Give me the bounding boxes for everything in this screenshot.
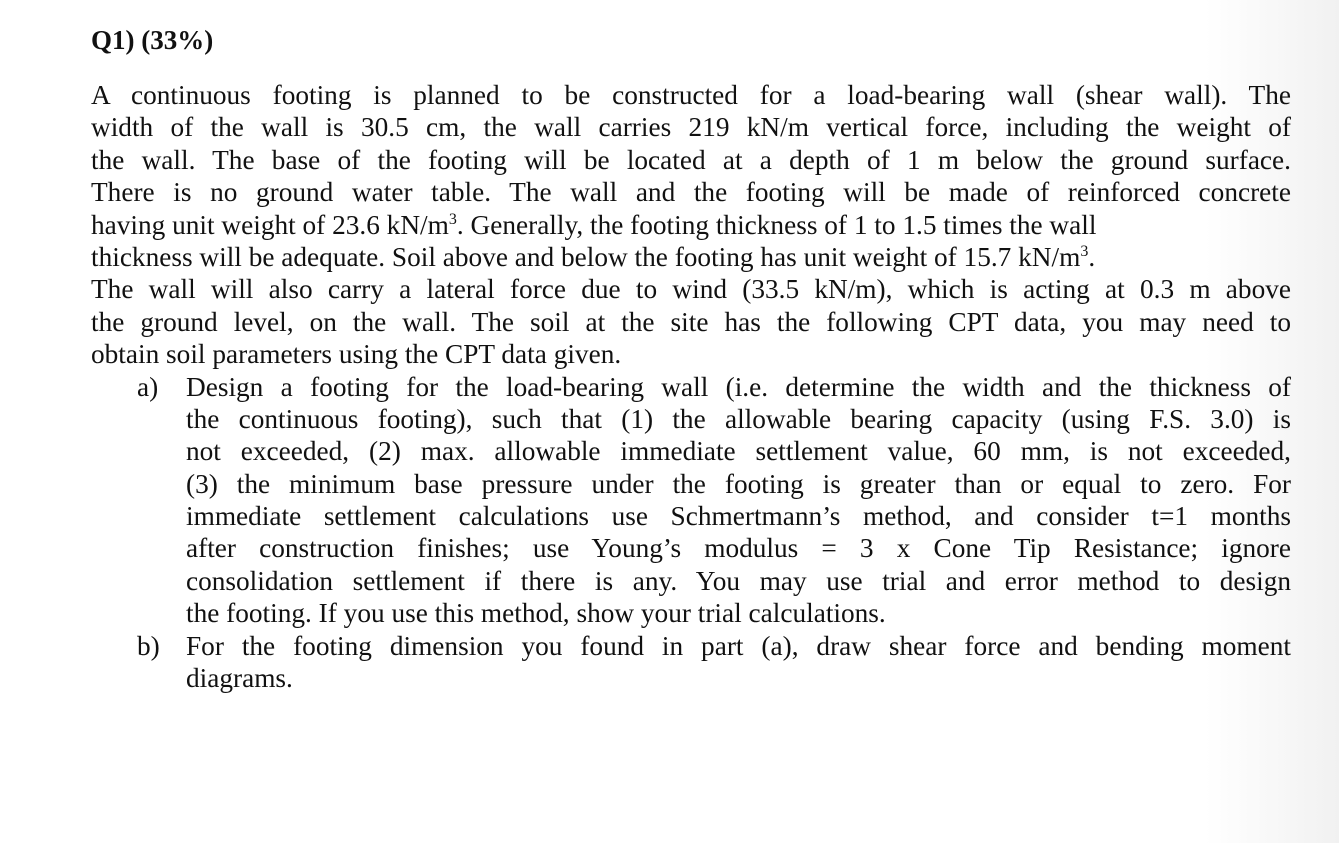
paragraph-text: . Generally, the footing thickness of 1 to 1.5 times the wall: [456, 209, 1097, 240]
list-line: consolidation settlement if there is any. You may use trial and error method to design: [186, 565, 1291, 596]
paragraph-line: width of the wall is 30.5 cm, the wall carries 219 kN/m vertical force, including the weight of: [91, 112, 1291, 143]
list-line: For the footing dimension you found in part (a), draw shear force and bending moment: [186, 630, 1291, 661]
list-line: the continuous footing), such that (1) the allowable bearing capacity (using F.S. 3.0) is: [186, 403, 1291, 434]
list-item-text: [186, 630, 1291, 695]
list-item-a: [137, 371, 1291, 630]
list-marker: a): [137, 371, 159, 402]
list-line: not exceeded, (2) max. allowable immediate settlement value, 60 mm, is not exceeded,: [186, 436, 1291, 467]
paragraph-line: A continuous footing is planned to be constructed for a load-bearing wall (shear wall). The: [91, 80, 1291, 110]
paragraph-line: the ground level, on the wall. The soil at the site has the following CPT data, you may need to: [91, 306, 1291, 337]
paragraph-text: .: [1088, 241, 1096, 272]
paragraph-line: The wall will also carry a lateral force due to wind (33.5 kN/m), which is acting at 0.3 m above: [91, 274, 1291, 305]
paragraph-line: [91, 209, 1291, 241]
paragraph-line: the wall. The base of the footing will be located at a depth of 1 m below the ground surface.: [91, 144, 1291, 175]
paragraph-line: There is no ground water table. The wall and the footing will be made of reinforced concrete: [91, 177, 1291, 208]
paragraph-text: having unit weight of 23.6 kN/m: [91, 209, 449, 240]
paragraph-line: [91, 241, 1291, 273]
list-line: diagrams.: [186, 663, 293, 694]
list-line: after construction finishes; use Young’s modulus = 3 x Cone Tip Resistance; ignore: [186, 533, 1291, 564]
list-line: Design a footing for the load-bearing wall (i.e. determine the width and the thickness of: [186, 371, 1291, 402]
paragraph-line: obtain soil parameters using the CPT data given.: [91, 339, 622, 370]
list-line: immediate settlement calculations use Schmertmann’s method, and consider t=1 months: [186, 501, 1291, 532]
question-body: [91, 79, 1291, 694]
list-line: the footing. If you use this method, show your trial calculations.: [186, 598, 886, 629]
list-item-b: [137, 630, 1291, 695]
list-marker: b): [137, 630, 160, 661]
list-line: (3) the minimum base pressure under the footing is greater than or equal to zero. For: [186, 468, 1291, 499]
superscript: 3: [448, 210, 457, 228]
list-item-text: [186, 371, 1291, 630]
paragraph-text: thickness will be adequate. Soil above and below the footing has unit weight of 15.7 kN/m: [91, 241, 1081, 272]
question-heading: Q1) (33%): [91, 25, 214, 55]
superscript: 3: [1080, 242, 1089, 260]
